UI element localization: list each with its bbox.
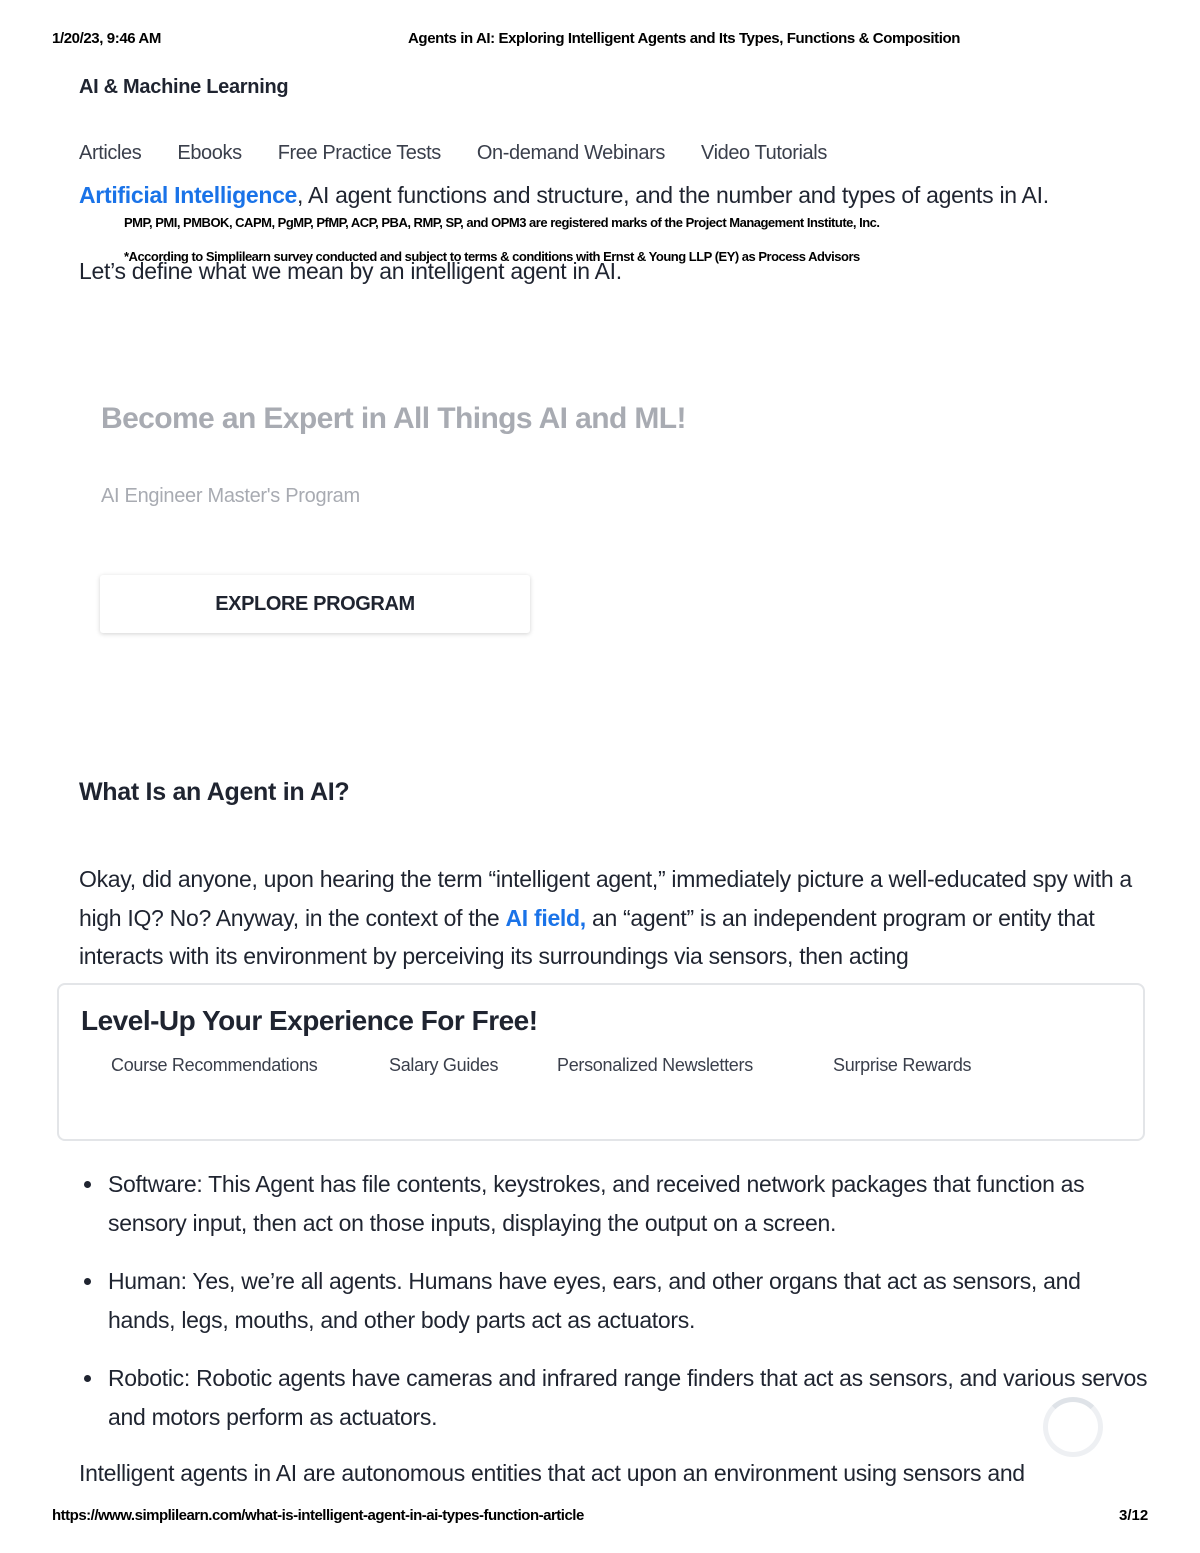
promo-title: Become an Expert in All Things AI and ML! (101, 402, 686, 435)
benefit-course-recommendations: Course Recommendations (111, 1055, 318, 1075)
site-brand[interactable]: AI & Machine Learning (79, 76, 289, 98)
closing-line: Intelligent agents in AI are autonomous entities that act upon an environment using sensors and (79, 1460, 1025, 1486)
levelup-title: Level-Up Your Experience For Free! (81, 1005, 538, 1036)
nav-item-webinars[interactable]: On-demand Webinars (476, 142, 665, 164)
loading-spinner-icon (1043, 1397, 1103, 1457)
agent-types-list (79, 1165, 1149, 1456)
explore-program-button[interactable]: EXPLORE PROGRAM (100, 575, 530, 633)
list-item-software: Software: This Agent has file contents, keystrokes, and received network packages that function as sensory input, then act on those inputs, displaying the output on a screen. (79, 1165, 1149, 1242)
nav-item-video-tutorials[interactable]: Video Tutorials (700, 142, 827, 164)
para-text-2: an “agent” is an independent program or entity that interacts with its environment by perceiving its surroundings via sensors, then acting (79, 904, 1095, 969)
print-page-number: 3/12 (1119, 1507, 1149, 1524)
ai-field-link[interactable]: AI field, (505, 904, 586, 931)
define-line: Let’s define what we mean by an intelligent agent in AI. (79, 258, 622, 284)
promo-subtitle[interactable]: AI Engineer Master's Program (101, 485, 360, 507)
intro-line (79, 182, 1049, 209)
nav-item-ebooks[interactable]: Ebooks (177, 142, 242, 164)
benefit-salary-guides: Salary Guides (389, 1055, 499, 1075)
agent-paragraph (79, 860, 1139, 976)
print-page-title: Agents in AI: Exploring Intelligent Agents and Its Types, Functions & Composition (408, 30, 961, 47)
benefit-newsletters: Personalized Newsletters (557, 1055, 753, 1075)
top-nav (79, 142, 827, 165)
trademark-notice: PMP, PMI, PMBOK, CAPM, PgMP, PfMP, ACP, PBA, RMP, SP, and OPM3 are registered marks of the Project Management Institute, Inc. (124, 215, 880, 230)
section-heading: What Is an Agent in AI? (79, 778, 350, 806)
artificial-intelligence-link[interactable]: Artificial Intelligence (79, 182, 298, 208)
survey-notice: *According to Simplilearn survey conducted and subject to terms & conditions with Ernst & Young LLP (EY) as Process Advisors (124, 249, 860, 264)
intro-text: , AI agent functions and structure, and the number and types of agents in AI. (297, 182, 1049, 208)
list-item-robotic: Robotic: Robotic agents have cameras and infrared range finders that act as sensors, and various servos and motors perform as actuators. (79, 1359, 1149, 1436)
list-item-human: Human: Yes, we’re all agents. Humans have eyes, ears, and other organs that act as sensors, and hands, legs, mouths, and other body parts act as actuators. (79, 1262, 1149, 1339)
nav-item-articles[interactable]: Articles (79, 142, 142, 164)
print-datetime: 1/20/23, 9:46 AM (52, 30, 161, 47)
nav-item-practice-tests[interactable]: Free Practice Tests (277, 142, 441, 164)
benefit-surprise-rewards: Surprise Rewards (833, 1055, 972, 1075)
print-url: https://www.simplilearn.com/what-is-intelligent-agent-in-ai-types-function-article (52, 1507, 584, 1524)
levelup-panel (57, 983, 1145, 1141)
para-text-1: Okay, did anyone, upon hearing the term “intelligent agent,” immediately picture a well-educated spy with a high IQ? No? Anyway, in the context of the (79, 866, 1132, 931)
